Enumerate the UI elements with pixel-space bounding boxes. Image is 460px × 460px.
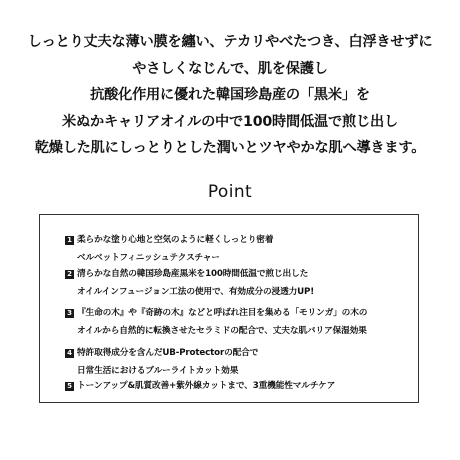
point-item-line: オイルから自然的に転換させたセラミドの配合で、丈夫な肌バリア保湿効果 xyxy=(77,325,367,336)
point-item-line: 柔らかな塗り心地と空気のように軽くしっとり密着 xyxy=(77,235,274,245)
point-item-line: 清らかな自然の韓国珍島産黒米を100時間低温で煎じ出した xyxy=(77,269,309,279)
intro-copy xyxy=(0,34,460,167)
point-item-1 xyxy=(65,234,273,264)
point-number-badge: 1 xyxy=(65,236,74,245)
point-item-line: 特許取得成分を含んだUB-Protectorの配合で xyxy=(77,348,259,358)
point-heading: Point xyxy=(207,182,253,202)
intro-line: 抗酸化作用に優れた韓国珍島産の「黒米」を xyxy=(90,87,370,104)
point-item-5 xyxy=(65,380,335,392)
point-item-line: オイルインフュージョン工法の使用で、有効成分の浸透力UP! xyxy=(77,286,315,297)
point-box xyxy=(39,214,419,403)
point-item-line: 『生命の木』や『奇跡の木』などと呼ばれ注目を集める「モリンガ」の木の xyxy=(77,308,368,318)
point-item-line: 日常生活におけるブルーライトカット効果 xyxy=(77,365,239,376)
point-item-line: ベルベットフィニッシュテクスチャー xyxy=(77,252,220,263)
intro-line: しっとり丈夫な薄い膜を纏い、テカリやべたつき、白浮きせずに xyxy=(27,34,433,50)
intro-line: 乾燥した肌にしっとりとした潤いとツヤやかな肌へ導きます。 xyxy=(34,140,426,157)
intro-line: 米ぬかキャリアオイルの中で100時間低温で煎じ出し xyxy=(62,113,398,130)
point-item-4 xyxy=(65,347,258,377)
intro-line: やさしくなじんで、肌を保護し xyxy=(132,60,328,77)
point-number-badge: 5 xyxy=(65,382,74,391)
point-number-badge: 4 xyxy=(65,349,74,358)
point-item-2 xyxy=(65,268,314,298)
point-number-badge: 3 xyxy=(65,309,74,318)
point-number-badge: 2 xyxy=(65,270,74,279)
point-item-3 xyxy=(65,307,367,337)
point-item-line: トーンアップ&肌質改善+紫外線カットまで、3重機能性マルチケア xyxy=(77,381,336,391)
